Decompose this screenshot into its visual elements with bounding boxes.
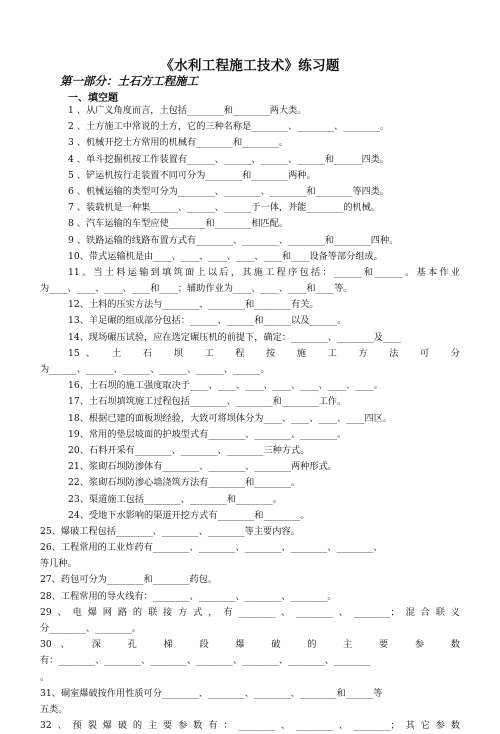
- question-line: 7 、装载机是一种集______、______、______于一体，并能________的机械。: [68, 202, 380, 214]
- question-line: 3 、机械开挖土方常用的机械有________和________。: [68, 137, 289, 149]
- question-line: 12、土料的压实方法与________、________和________有关。: [68, 299, 319, 311]
- document-title: 《水利工程施工技术》练习题: [160, 58, 340, 74]
- question-line: 19、常用的垫层坡面的护坡型式有________、________、________。: [68, 428, 347, 440]
- question-line: 16、土石坝的施工强度取决于____、____、____、____、____、____、____。: [68, 380, 383, 392]
- question-line: 14、现场碾压试验，应在选定碾压机的前提下，确定：________、________及____: [68, 331, 402, 343]
- question-list: [0, 103, 500, 734]
- question-line: 五类。: [40, 703, 68, 715]
- question-line: 29、电爆网路的联接方式，有________、________、________；混合联义: [40, 606, 460, 618]
- question-line: 24、受地下水影响的渠道开挖方式有________和________。: [68, 509, 310, 521]
- part-heading: 第一部分：土石方工程施工: [60, 74, 198, 88]
- question-line: 2 、土方施工中常说的土方，它的三种名称是________、________、________。: [68, 121, 390, 133]
- question-line: 11、当土料运输到填筑面上以后，其施工程序包括：______和______。基本作业: [68, 266, 460, 278]
- question-line: 10、带式运输机是由____、____、____、____、____和____设备等部分组成。: [68, 250, 383, 262]
- question-line: 23、渠道施工包括________、________和________。: [68, 493, 282, 505]
- question-line: 为____、____、____、____和____；辅助作业为____、____、____和____等。: [40, 283, 353, 295]
- question-line: 为______、______、______、______、______、______。: [40, 364, 270, 375]
- question-line: 9 、铁路运输的线路布置方式有________、________、________和________四种。: [68, 234, 399, 246]
- question-line: 等几种。: [40, 558, 77, 570]
- question-line: 8 、汽车运输的车型应使________和________相匹配。: [68, 218, 289, 230]
- question-line: 6 、机械运输的类型可分为________、________、________和________等四类。: [68, 185, 390, 197]
- question-line: 20、石料开采有________、________、________三种方式。: [68, 444, 310, 456]
- question-line: 4 、单斗挖掘机按工作装置有______、______、______、______和______四类。: [68, 153, 390, 165]
- question-line: 1 、从广义角度而言，土包括________和________两大类。: [68, 105, 307, 116]
- question-line: 21、浆砌石坝防渗体有________、________、________两种形式。: [68, 461, 337, 473]
- question-line: 13、羊足碾的组成部分包括：______、______和______以及______。: [68, 315, 347, 327]
- question-line: 26、工程常用的工业炸药有________、________、________、________、________、: [40, 542, 383, 554]
- section-heading: 一、填空题: [68, 93, 118, 104]
- question-line: 17、土石坝填筑施工过程包括________、________和________工作。: [68, 396, 347, 408]
- question-line: 30、 深 孔 梯 段 爆 破 的 主 要 参 数: [40, 639, 460, 651]
- question-line: 有：________、________、________、________、________、________、________: [40, 655, 371, 667]
- question-line: 5 、铲运机按行走装置不同可分为________和________两种。: [68, 169, 316, 181]
- question-line: 18、根据已建的面板坝经验，大致可将坝体分为____、____、____、____四区。: [68, 412, 393, 424]
- question-line: 25、爆破工程包括________、________、________等主要内容。: [40, 525, 300, 537]
- question-line: 15、 土 石 坝 工 程 按 施 工 方 法 可 分: [68, 347, 460, 359]
- question-line: 31、硐室爆破按作用性质可分________、________、________、________和______等: [40, 687, 383, 699]
- question-line: 分________、________。: [40, 623, 142, 634]
- question-line: 27、药包可分为________和________药包。: [40, 574, 218, 586]
- question-line: 28、工程常用的导火线有：________、________、________、________。: [40, 590, 337, 602]
- question-line: 。: [40, 671, 50, 683]
- question-line: 22、浆砌石坝防渗心墙浇筑方法有________和________。: [68, 477, 301, 489]
- question-line: 32、预裂爆破的主要参数有：________、________、________；其它参数: [40, 720, 460, 732]
